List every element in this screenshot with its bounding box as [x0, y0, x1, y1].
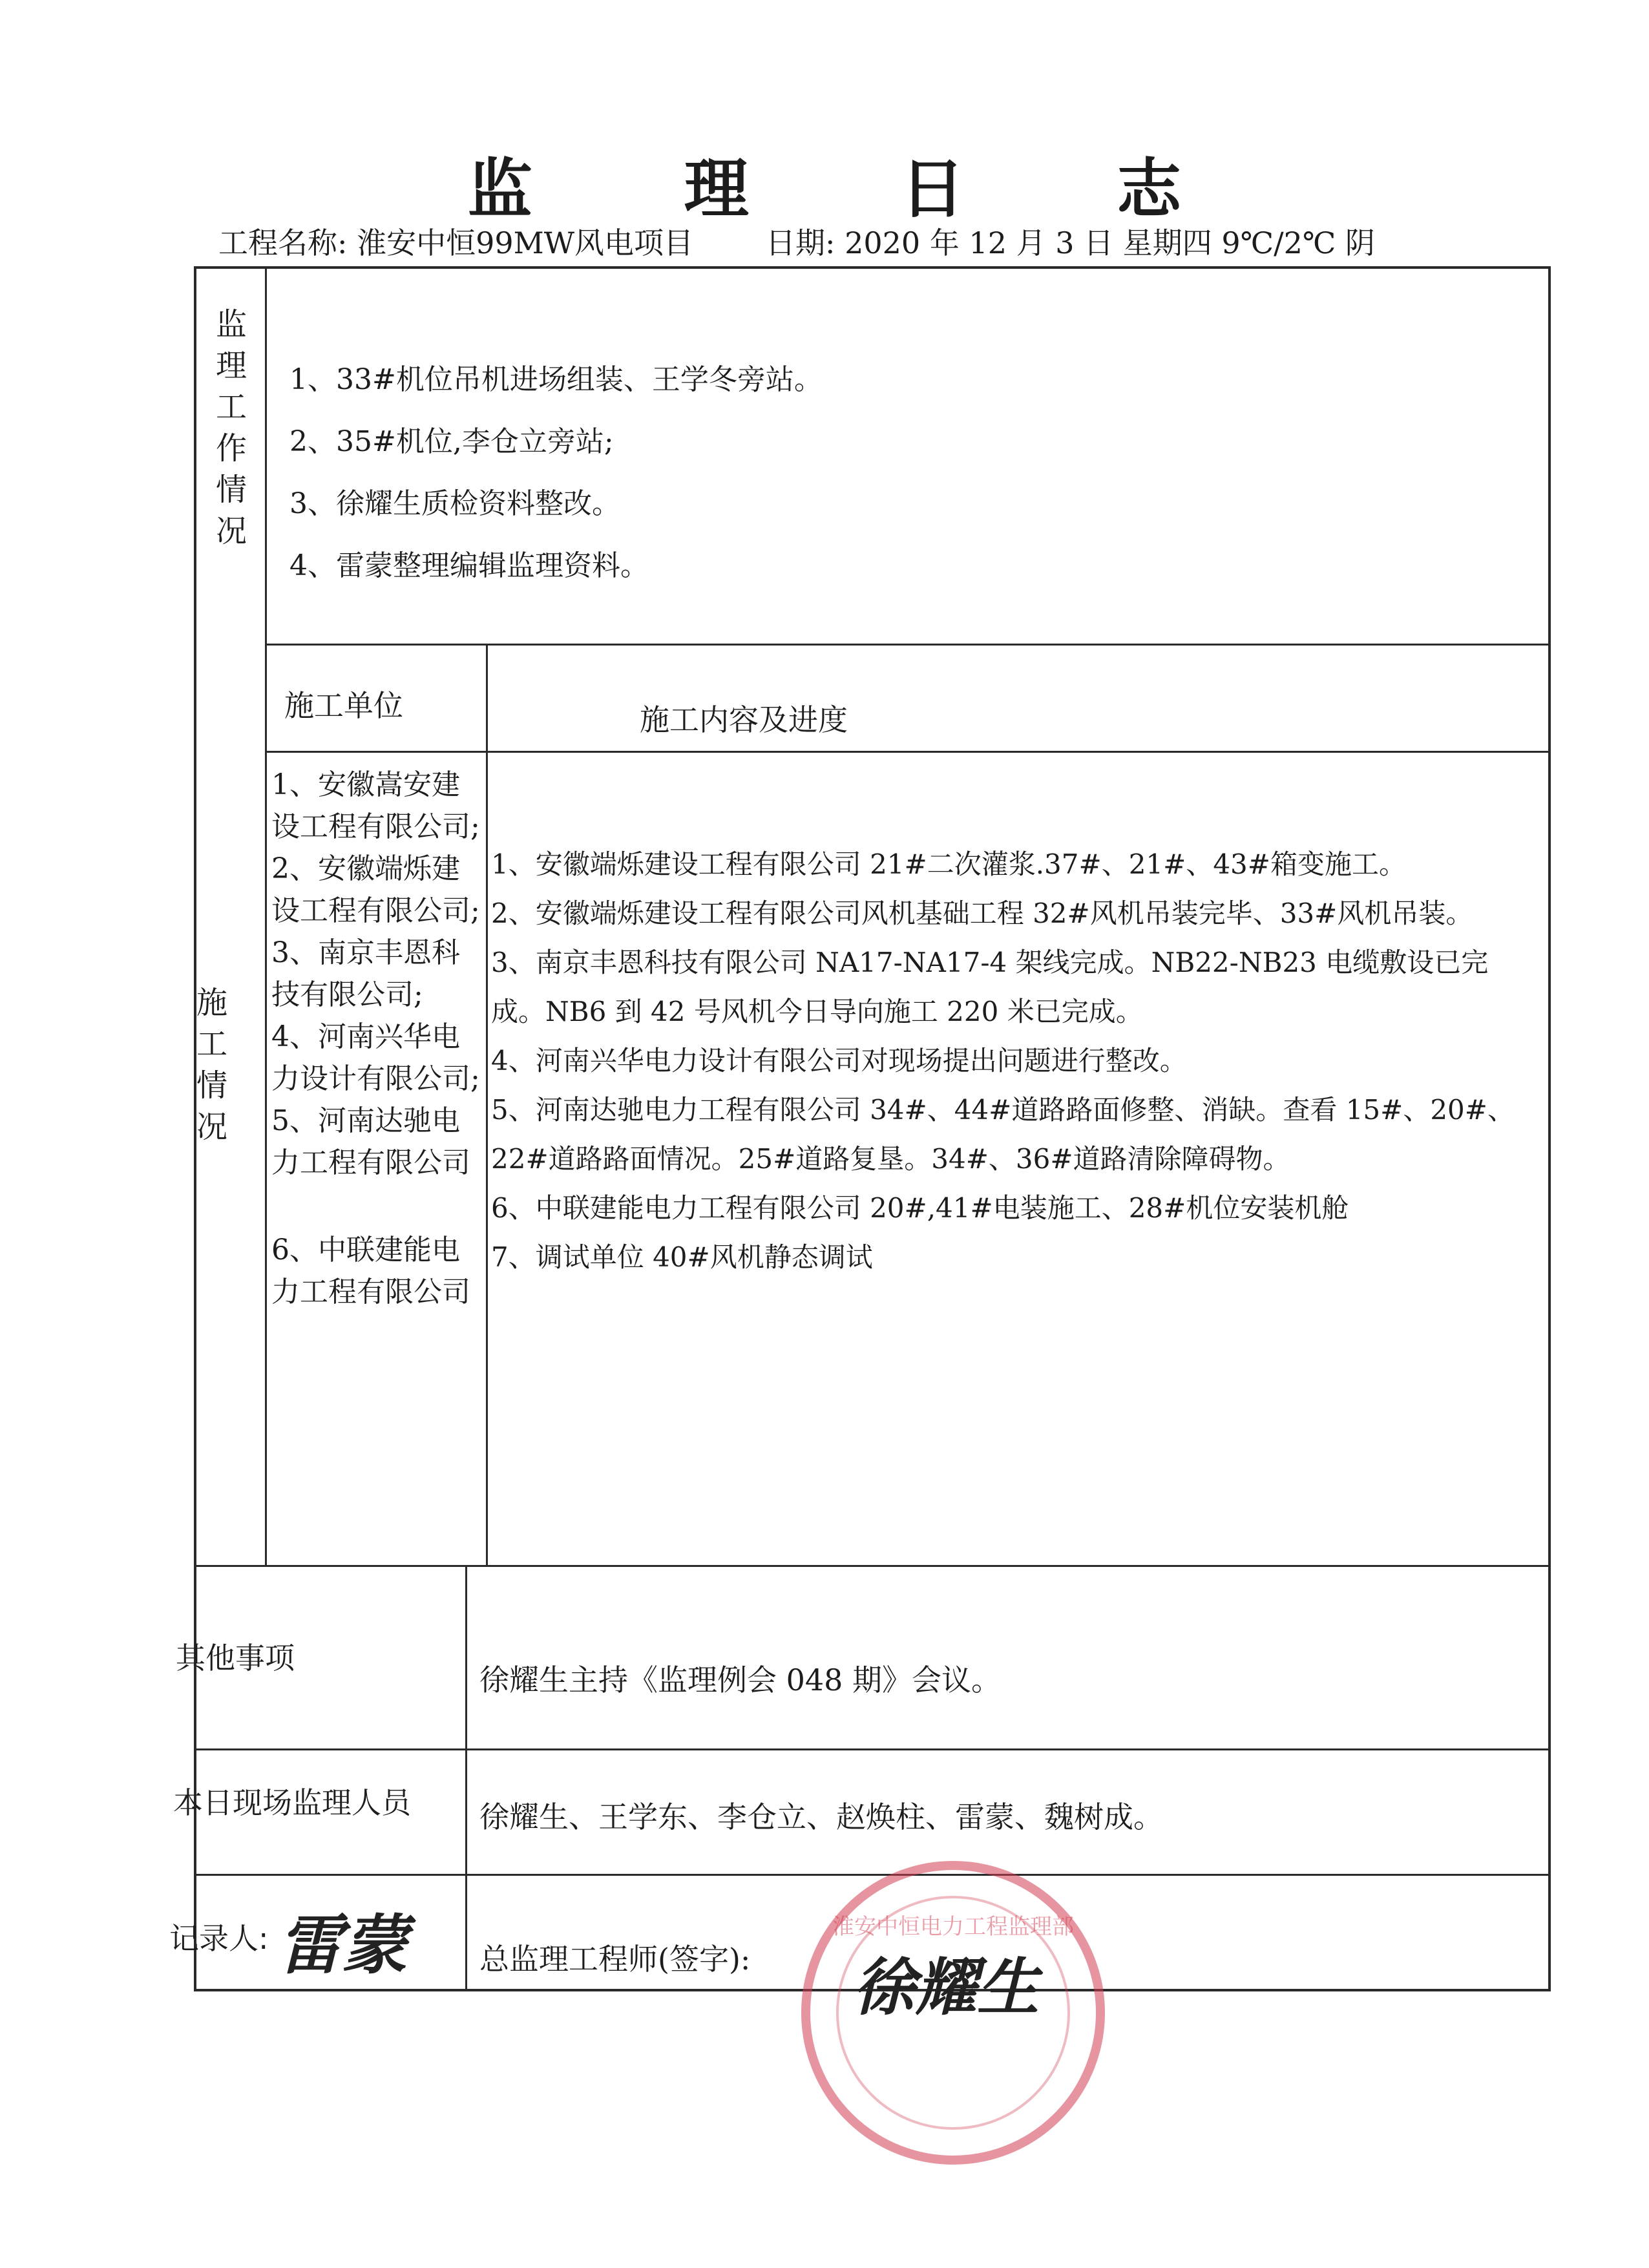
construction-label-char: 施 [196, 985, 227, 1021]
other-label: 其他事项 [176, 1641, 295, 1675]
project-line [218, 220, 693, 262]
stamp-text: 淮安中恒电力工程监理部 [832, 1914, 1074, 1940]
supervision-items [289, 349, 823, 597]
construction-label [193, 982, 231, 1148]
progress-list [491, 840, 1538, 1282]
progress-item: 6、中联建能电力工程有限公司 20#,41#电装施工、28#机位安装机舱 [491, 1192, 1349, 1224]
chief-label: 总监理工程师(签字): [479, 1942, 751, 1977]
unit-item: 6、中联建能电力工程有限公司 [271, 1234, 470, 1308]
document-title: 监 理 日 志 [467, 151, 1246, 227]
supervision-label-char: 工 [215, 389, 247, 425]
progress-item: 7、调试单位 40#风机静态调试 [491, 1241, 873, 1273]
supervision-label-char: 情 [215, 472, 247, 508]
project-name: 淮安中恒99MW风电项目 [357, 226, 694, 260]
progress-item: 3、南京丰恩科技有限公司 NA17-NA17-4 架线完成。NB22-NB23 电缆敷设已完成。NB6 到 42 号风机今日导向施工 220 米已完成。 [491, 947, 1489, 1027]
supervision-item: 2、35#机位,李仓立旁站; [289, 425, 614, 458]
project-label: 工程名称: [218, 226, 348, 260]
recorder-signature: 雷蒙 [278, 1907, 407, 1983]
construction-label-char: 工 [196, 1026, 227, 1062]
supervision-label-char: 况 [215, 513, 247, 549]
unit-list [271, 764, 485, 1313]
progress-item: 2、安徽端烁建设工程有限公司风机基础工程 32#风机吊装完毕、33#风机吊装。 [491, 898, 1473, 929]
date-value: 2020 年 12 月 3 日 星期四 9℃/2℃ 阴 [845, 226, 1375, 260]
supervision-label-char: 作 [215, 430, 247, 467]
construction-label-char: 况 [196, 1109, 227, 1145]
supervision-item: 4、雷蒙整理编辑监理资料。 [289, 549, 649, 582]
supervision-item: 1、33#机位吊机进场组装、王学冬旁站。 [289, 363, 823, 396]
supervision-label-char: 监 [215, 306, 247, 342]
other-value: 徐耀生主持《监理例会 048 期》会议。 [479, 1663, 1002, 1697]
col-header-progress: 施工内容及进度 [640, 702, 848, 737]
date-label: 日期: [766, 226, 835, 260]
unit-item: 4、河南兴华电力设计有限公司; [271, 1020, 480, 1095]
date-line [766, 220, 1375, 262]
staff-value: 徐耀生、王学东、李仓立、赵焕柱、雷蒙、魏树成。 [479, 1800, 1163, 1834]
unit-item: 2、安徽端烁建设工程有限公司; [271, 852, 480, 927]
staff-label: 本日现场监理人员 [173, 1785, 411, 1820]
supervision-item: 3、徐耀生质检资料整改。 [289, 487, 620, 520]
supervision-label-char: 理 [215, 348, 247, 384]
supervision-label [212, 304, 251, 552]
chief-signature: 徐耀生 [853, 1951, 1039, 2024]
construction-label-char: 情 [196, 1067, 227, 1104]
col-header-unit: 施工单位 [284, 688, 403, 723]
unit-item: 1、安徽嵩安建设工程有限公司; [271, 768, 480, 843]
progress-item: 5、河南达驰电力工程有限公司 34#、44#道路路面修整、消缺。查看 15#、20#、22#道路路面情况。25#道路复垦。34#、36#道路清除障碍物。 [491, 1094, 1515, 1175]
progress-item: 1、安徽端烁建设工程有限公司 21#二次灌浆.37#、21#、43#箱变施工。 [491, 848, 1406, 880]
unit-item: 5、河南达驰电力工程有限公司 [271, 1104, 470, 1179]
recorder-label: 记录人: [169, 1921, 269, 1956]
progress-item: 4、河南兴华电力设计有限公司对现场提出问题进行整改。 [491, 1045, 1187, 1076]
unit-item: 3、南京丰恩科技有限公司; [271, 936, 460, 1011]
